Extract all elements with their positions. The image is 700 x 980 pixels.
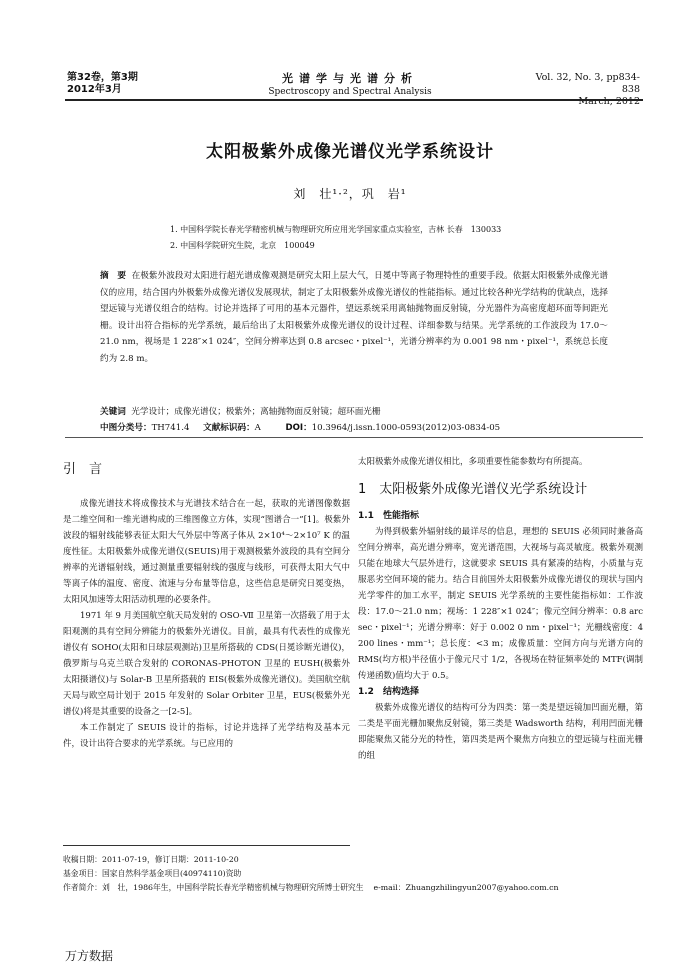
volume-en: Vol. 32, No. 3, pp834-838	[535, 72, 640, 95]
doi-value: 10.3964/j.issn.1000-0593(2012)03-0834-05	[311, 423, 501, 433]
section-1-heading: 1 太阳极紫外成像光谱仪光学系统设计	[358, 482, 588, 497]
intro-continuation: 太阳极紫外成像光谱仪相比，多项重要性能参数均有所提高。	[358, 457, 588, 467]
subsection-1-1-para: 为得到极紫外辐射线的最详尽的信息，理想的 SEUIS 必须同时兼备高空间分辨率，高光谱分辨率，宽光谱范围，大视场与高灵敏度。极紫外观测只能在地球大气层外进行，这就要求 SEUIS 具有紧凑的结构，小质量与克服恶劣空间环境的能力。结合目前国外太阳极紫外成像光谱仪的现状与国内光学零件的加工水平，制定 SEUIS 光学系统的主要性能指标如：工作波段：17.0～21.0 nm；视场：1 228″×1 024″；像元空间分辨率：0.8 arc sec・pixel⁻¹；光谱分辨率：好于 0.002 0 nm・pixel⁻¹；光栅线密度：4 200 lines・mm⁻¹；总长度：<3 m；成像质量：空间方向与光谱方向的 RMS(均方根)半径值小于像元尺寸 1/2，各视场在特征频率处的 MTF(调制传递函数)值均大于 0.5。	[358, 527, 643, 681]
right-column	[358, 454, 643, 764]
doc-label: 文献标识码：	[203, 423, 255, 433]
fund-info: 基金项目：国家自然科学基金项目(40974110)资助	[63, 869, 242, 878]
clc-label: 中图分类号：	[100, 423, 152, 433]
author-bio-text: 作者简介：刘 壮，1986年生，中国科学院长春光学精密机械与物理研究所博士研究生	[63, 883, 364, 892]
subsection-1-1-heading: 1.1 性能指标	[358, 511, 419, 521]
affiliation-2: 2. 中国科学院研究生院，北京 100049	[170, 241, 315, 250]
footnotes	[63, 853, 643, 895]
received-date: 收稿日期：2011-07-19，修订日期：2011-10-20	[63, 855, 239, 864]
journal-en: Spectroscopy and Spectral Analysis	[268, 87, 432, 97]
abstract-label: 摘 要	[100, 271, 126, 281]
affiliations	[170, 222, 501, 254]
doc-value: A	[254, 423, 261, 433]
keywords	[100, 404, 620, 420]
intro-para-3: 本工作制定了 SEUIS 设计的指标，讨论并选择了光学结构及基本元件，设计出符合要求的光学系统。与已应用的	[63, 723, 350, 749]
doi-label: DOI：	[285, 423, 312, 433]
watermark: 万方数据	[65, 949, 114, 963]
keywords-label: 关键词	[100, 407, 126, 417]
journal-cn: 光谱学与光谱分析	[282, 72, 418, 85]
keywords-text: 光学设计；成像光谱仪；极紫外；离轴抛物面反射镜；超环面光栅	[131, 407, 381, 417]
intro-para-1: 成像光谱技术将成像技术与光谱技术结合在一起，获取的光谱图像数据是二维空间和一维光谱构成的三维图像立方体，实现“图谱合一”[1]。极紫外波段的辐射线能够表征太阳大气外层中等离子体从 2×10⁴～2×10⁷ K 的温度性征。太阳极紫外成像光谱仪(SEUIS)用于观测极紫外波段的具有空间分辨率的光谱辐射线，通过测量重要辐射线的强度与线形，可获得太阳大气中等离子体的温度、密度、流速与分布量等信息，这些信息是研究日冕变热，太阳风加速等太阳活动机理的必要条件。	[63, 499, 350, 605]
abstract-separator	[65, 437, 643, 438]
author-bio	[63, 881, 643, 895]
abstract	[100, 268, 608, 367]
date-cn: 2012年3月	[67, 84, 122, 95]
classification	[100, 420, 620, 436]
intro-para-2: 1971 年 9 月美国航空航天局发射的 OSO-Ⅶ 卫星第一次搭载了用于太阳观测的具有空间分辨能力的极紫外光谱仪。目前，最具有代表性的成像光谱仪有 SOHO(太阳和日球层观测站)卫星所搭载的 CDS(日冕诊断光谱仪)，俄罗斯与乌克兰联合发射的 CORONAS-PHOTON 卫星的 EUSH(极紫外太阳摄谱仪)与 Solar-B 卫星所搭载的 EIS(极紫外成像光谱仪)。美国航空航天局与欧空局计划于 2015 年发射的 Solar Orbiter 卫星，EUS(极紫外光谱仪)将是其重要的设备之一[2-5]。	[63, 611, 350, 717]
date-en: March, 2012	[578, 96, 640, 107]
abstract-text: 在极紫外波段对太阳进行超光谱成像观测是研究太阳上层大气，日冕中等离子物理特性的重要手段。依据太阳极紫外成像光谱仪的应用，结合国内外极紫外成像光谱仪发展现状，制定了太阳极紫外成像光谱仪的性能指标。通过比较各种光学结构的优缺点，选择望远镜与光谱仪组合的结构。讨论并选择了可用的基本元器件，望远系统采用离轴抛物面反射镜，分光器件为高密度超环面等间距光栅。设计出符合指标的光学系统，最后给出了太阳极紫外成像光谱仪的设计过程、详细参数与结果。光学系统的工作波段为 17.0～21.0 nm，视场是 1 228″×1 024″，空间分辨率达到 0.8 arcsec・pixel⁻¹，光谱分辨率约为 0.001 98 nm・pixel⁻¹，系统总长度约为 2.8 m。	[100, 271, 608, 364]
author-email: e-mail：Zhuangzhilingyun2007@yahoo.com.cn	[373, 883, 559, 892]
left-column	[63, 462, 350, 752]
affiliation-1: 1. 中国科学院长春光学精密机械与物理研究所应用光学国家重点实验室，吉林 长春 130033	[170, 225, 502, 234]
paper-title: 太阳极紫外成像光谱仪光学系统设计	[206, 142, 494, 162]
subsection-1-2-para: 极紫外成像光谱仪的结构可分为四类：第一类是望远镜加凹面光栅，第二类是平面光栅加聚焦反射镜，第三类是 Wadsworth 结构，利用凹面光栅即能聚焦又能分光的特性，第四类是两个聚焦方向独立的望远镜与柱面光栅的组	[358, 703, 643, 761]
subsection-1-2-heading: 1.2 结构选择	[358, 687, 419, 697]
authors: 刘 壮¹·²，巩 岩¹	[293, 187, 407, 201]
issue-info-en	[520, 72, 640, 108]
issue-info	[67, 72, 138, 96]
journal-name	[250, 70, 450, 97]
header-rule	[65, 99, 643, 101]
intro-heading: 引 言	[63, 462, 103, 477]
keywords-block	[100, 404, 620, 436]
clc-value: TH741.4	[151, 423, 190, 433]
volume-cn: 第32卷，第3期	[67, 72, 138, 83]
footnote-rule	[63, 845, 350, 846]
